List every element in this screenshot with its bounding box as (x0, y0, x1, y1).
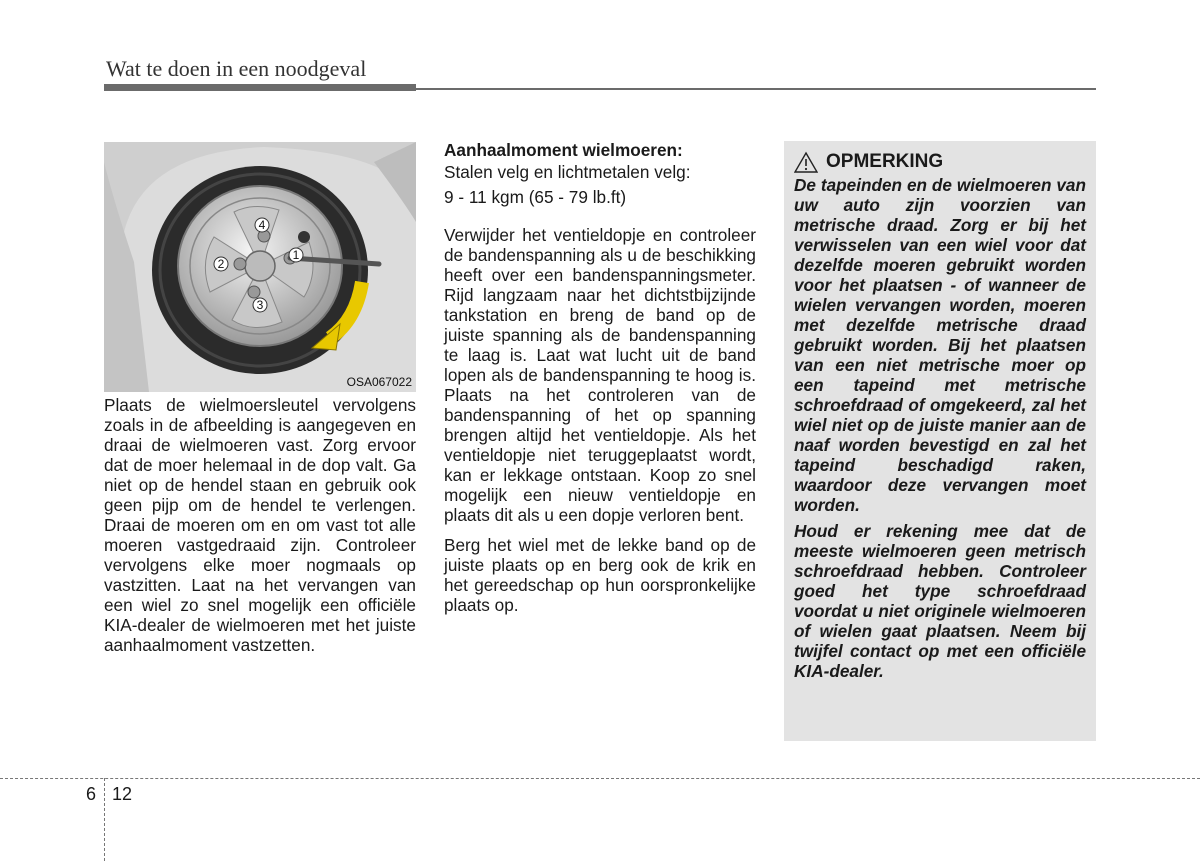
footer-rule (0, 778, 1200, 779)
torque-spec-value: 9 - 11 kgm (65 - 79 lb.ft) (444, 187, 627, 207)
notice-paragraph-2: Houd er rekening mee dat de meeste wielmoeren geen metrisch schroefdraad hebben. Controleer goed het type schroefdraad voordat u niet originele wielmoeren of wielen gaat plaatsen. Neem bij twijfel contact op met een officiële KIA-dealer. (794, 521, 1086, 681)
notice-title: OPMERKING (826, 151, 944, 172)
torque-heading: Aanhaalmoment wielmoeren: (444, 140, 683, 160)
instructions-column-1 (104, 395, 416, 655)
wheel-drawing (104, 142, 416, 392)
instructions-column-2 (444, 140, 756, 615)
page-header-title: Wat te doen in een noodgeval (106, 56, 367, 81)
hub (245, 251, 275, 281)
nut-2 (234, 258, 246, 270)
torque-spec-label: Stalen velg en lichtmetalen velg: (444, 162, 691, 182)
storage-paragraph: Berg het wiel met de lekke band op de juiste plaats op en berg ook de krik en het gereedschap op hun oorspronkelijke plaats op. (444, 535, 756, 615)
wrench-instructions: Plaats de wielmoersleutel vervolgens zoals in de afbeelding is aangegeven en draai de wielmoeren vast. Zorg ervoor dat de moer helemaal in de dop valt. Ga niet op de hendel staan en gebruik ook geen pijp om de hendel te verlengen. Draai de moeren om en om vast tot alle moeren vastgedraaid zijn. Controleer vervolgens elke moer nogmaals op vastzitten. Laat na het vervangen van een wiel zo snel mogelijk een officiële KIA-dealer de wielmoeren met het juiste aanhaalmoment vastzetten. (104, 395, 416, 655)
header-rule-dark (104, 84, 416, 91)
chapter-number: 6 (86, 784, 97, 804)
valve (298, 231, 310, 243)
nut-label-4: 4 (258, 218, 266, 232)
wheel-illustration (104, 142, 416, 392)
header-rule-thin (416, 88, 1096, 90)
notice-box (784, 141, 1096, 741)
nut-3 (248, 286, 260, 298)
warning-triangle-icon (794, 151, 818, 173)
nut-label-2: 2 (217, 257, 225, 271)
tyre-pressure-paragraph: Verwijder het ventieldopje en controleer de bandenspanning als u de beschikking heeft over een bandenspanningsmeter. Rijd langzaam naar het dichtstbijzijnde tankstation en breng de band op de juiste spanning als de bandenspanning te laag is. Laat wat lucht uit de band lopen als de bandenspanning te hoog is. Plaats na het controleren van de bandenspanning of het op spanning brengen altijd het ventieldopje. Als het ventieldopje niet teruggeplaatst wordt, kan er lekkage ontstaan. Koop zo snel mogelijk een nieuw ventieldopje en plaats dit als u een dopje verloren bent. (444, 225, 756, 525)
footer-divider (104, 778, 105, 861)
figure-caption-code: OSA067022 (346, 375, 412, 389)
notice-paragraph-1: De tapeinden en de wielmoeren van uw auto zijn voorzien van metrische draad. Zorg er bij het verwisselen van een wiel voor dat dezelfde moeren gebruikt worden voor het plaatsen - of wanneer de wielen vervangen worden, moeren met dezelfde metrische draad gebruikt worden. Bij het plaatsen van een niet metrische moer op een tapeind met metrische schroefdraad of omgekeerd, zal het wiel niet op de juiste manier aan de naaf worden bevestigd en zal het tapeind beschadigd raken, waardoor deze vervangen moet worden. (794, 175, 1086, 515)
page-number: 12 (112, 784, 133, 804)
nut-label-1: 1 (292, 248, 300, 262)
nut-label-3: 3 (256, 298, 264, 312)
